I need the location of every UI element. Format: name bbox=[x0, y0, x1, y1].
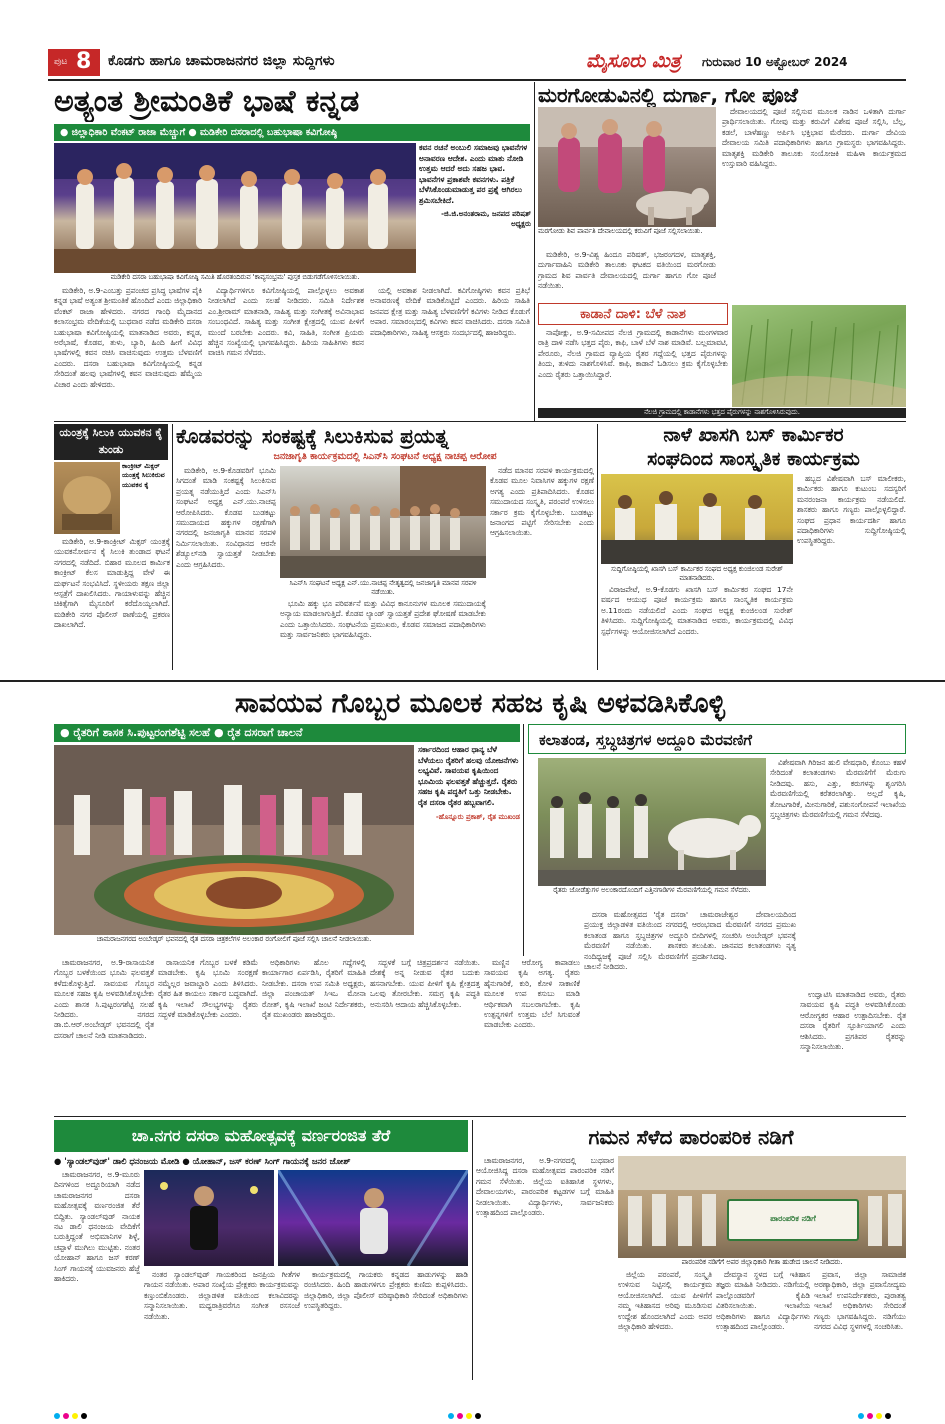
story10-headline: ಗಮನ ಸೆಳೆದ ಪಾರಂಪರಿಕ ನಡಿಗೆ bbox=[588, 1125, 794, 1149]
story6-col1-text: ವಿರಾಜಪೇಟೆ, ಅ.9-ಕೊಡಗು ಖಾಸಗಿ ಬಸ್ ಕಾರ್ಮಿಕರ ಸಂಘದ 17ನೇ ವರ್ಷದ ಆಯುಧ ಪೂಜೆ ಕಾರ್ಯಕ್ರಮ ಹಾಗೂ ಸಾಂಸ್ಕೃತಿಕ ಕಾರ್ಯಕ್ರಮ ಅ.11ರಂದು ನಡೆಯಲಿದೆ ಎಂದು ಸಂಘದ ಅಧ್ಯಕ್ಷ ಕುಂಜಿಲಂಡ ಸುರೇಶ್ ತಿಳಿಸಿದರು. ಸುದ್ದಿಗೋಷ್ಠಿಯಲ್ಲಿ ಮಾತನಾಡಿದ ಅವರು, ಕಾರ್ಯಕ್ರಮದಲ್ಲಿ ವಿವಿಧ ಸ್ಪರ್ಧೆಗಳನ್ನು ಆಯೋಜಿಸಲಾಗಿದೆ ಎಂದರು. bbox=[601, 585, 793, 636]
divider-h-3 bbox=[54, 1116, 906, 1117]
mixer-machine-illustration bbox=[54, 462, 120, 534]
divider-v-top bbox=[534, 82, 535, 422]
story1-caption: ಮಡಿಕೇರಿ ದಸರಾ ಬಹುಭಾಷಾ ಕವಿಗೋಷ್ಠಿ ಸಮಿತಿ ಹೊರತಂದಿರುವ 'ಕಾವ್ಯಸಂಭ್ರಮ' ಪುಸ್ತಕ ಬಿಡುಗಡೆಗೊಳಿಸಲಾಯಿತು. bbox=[54, 273, 416, 283]
story10-caption: ಪಾರಂಪರಿಕ ನಡಿಗೆಗೆ ಅಪರ ಜಿಲ್ಲಾಧಿಕಾರಿ ಗೀತಾ ಹುಡೇದ ಚಾಲನೆ ನೀಡಿದರು. bbox=[618, 1258, 906, 1268]
story7-col4 bbox=[370, 958, 480, 1110]
story5-caption: ಸಿಎನ್‌ಸಿ ಸಂಘಟನೆ ಅಧ್ಯಕ್ಷ ಎನ್.ಯು.ನಾಚಪ್ಪ ನೇತೃತ್ವದಲ್ಲಿ ಜನಜಾಗೃತಿ ಮಾನವ ಸರಪಳಿ ನಡೆಯಿತು. bbox=[280, 579, 486, 597]
story10-col1 bbox=[476, 1156, 614, 1380]
story8-col1 bbox=[584, 910, 688, 1110]
story7-col5-text: ಮಣ್ಣಿನ ಆರೋಗ್ಯ ಕಾಪಾಡಲು ಸಾವಯವ ಕೃಷಿ ಅಗತ್ಯ. ರೈತರು ಹೈನುಗಾರಿಕೆ, ಕುರಿ, ಕೋಳಿ ಸಾಕಾಣಿಕೆ ಮೂಲಕ ಉಪ ಕಸುಬು ಮಾಡಿ ಆರ್ಥಿಕವಾಗಿ ಸಬಲರಾಗಬೇಕು. ಕೃಷಿ ಉತ್ಪನ್ನಗಳಿಗೆ ಉತ್ತಮ ಬೆಲೆ ಸಿಗುವಂತೆ ಮಾಡಬೇಕು ಎಂದರು. bbox=[484, 958, 580, 1030]
story1-quote-by: -ಜಿ.ಜಿ.ಅನಂತರಾಮ, ಜನಪದ ಪರಿಷತ್ ಅಧ್ಯಕ್ಷರು bbox=[441, 209, 531, 229]
story9-col1-text: ಚಾಮರಾಜನಗರ, ಅ.9-ಮೂರು ದಿನಗಳಿಂದ ಅದ್ದೂರಿಯಾಗಿ ನಡೆದ ಚಾಮರಾಜನಗರ ದಸರಾ ಮಹೋತ್ಸವಕ್ಕೆ ವರ್ಣರಂಜಿತ ತೆರೆ ಬಿದ್ದಿತು. ಸ್ಯಾಂಡಲ್‌ವುಡ್ ನಾಯಕ ನಟ ಡಾಲಿ ಧನಂಜಯ ವೇದಿಕೆಗೆ ಬರುತ್ತಿದ್ದಂತೆ ಅಭಿಮಾನಿಗಳ ಶಿಳ್ಳೆ, ಚಪ್ಪಾಳೆ ಮುಗಿಲು ಮುಟ್ಟಿತು. ನಂತರ ಯೋಹಾನ್ ಹಾಗೂ ಜಸ್ ಕರಣ್ ಸಿಂಗ್ ಗಾಯನಕ್ಕೆ ಯುವಜನರು ಹೆಜ್ಜೆ ಹಾಕಿದರು. bbox=[54, 1170, 140, 1284]
story2-col-left-text: ಮಡಿಕೇರಿ, ಅ.9-ವಿಶ್ವ ಹಿಂದೂ ಪರಿಷತ್, ಭಜರಂಗದಳ, ಮಾತೃಶಕ್ತಿ, ದುರ್ಗಾವಾಹಿನಿ ಮಡಿಕೇರಿ ತಾಲೂಕು ಘಟಕದ ವತಿಯಿಂದ ಮರಗೋಡು ಗ್ರಾಮದ ಶಿವ ಪಾರ್ವತಿ ದೇವಾಲಯದಲ್ಲಿ ದುರ್ಗಾ ಹಾಗೂ ಗೋ ಪೂಜೆ ನಡೆಯಿತು. bbox=[538, 250, 716, 291]
story10-photo bbox=[618, 1156, 906, 1258]
actor-stage-illustration bbox=[144, 1170, 274, 1266]
story10-col2-text: ಜಿಲ್ಲೆಯ ಪರಂಪರೆ, ಸಂಸ್ಕೃತಿ ಉಳಿಸುವ ನಿಟ್ಟಿನಲ್ಲಿ ಕಾರ್ಯಕ್ರಮ ಆಯೋಜಿಸಲಾಗಿದೆ. ಯುವ ಪೀಳಿಗೆಗೆ ನಮ್ಮ ಇತಿಹಾಸದ ಅರಿವು ಮೂಡಿಸುವ ಉದ್ದೇಶ ಹೊಂದಲಾಗಿದೆ ಎಂದು ಅಪರ ಜಿಲ್ಲಾಧಿಕಾರಿ ಹೇಳಿದರು. bbox=[618, 1270, 712, 1332]
divider-v-bottom bbox=[472, 1120, 473, 1380]
stage-scene-illustration bbox=[54, 143, 416, 273]
story8-headline: ಕಲಾತಂಡ, ಸ್ತಬ್ಧಚಿತ್ರಗಳ ಅದ್ದೂರಿ ಮೆರವಣಿಗೆ bbox=[528, 724, 906, 754]
story1-photo bbox=[54, 143, 416, 273]
story3-headline: ಕಾಡಾನೆ ದಾಳಿ: ಬೆಳೆ ನಾಶ bbox=[538, 303, 728, 325]
story3-caption: ನೆಲಜಿ ಗ್ರಾಮದಲ್ಲಿ ಕಾಡಾನೆಗಳು ಭತ್ತದ ಪೈರುಗಳನ್ನು ನಾಶಗೊಳಿಸಿರುವುದು. bbox=[538, 408, 906, 418]
print-registration-dots-right bbox=[858, 1404, 894, 1423]
story8-col-right bbox=[770, 758, 906, 908]
section-title: ಕೊಡಗು ಹಾಗೂ ಚಾಮರಾಜನಗರ ಜಿಲ್ಲಾ ಸುದ್ದಿಗಳು bbox=[108, 53, 335, 69]
story4-body-text: ಮಡಿಕೇರಿ, ಅ.9-ಕಾಂಕ್ರೀಟ್ ಮಿಕ್ಸರ್ ಯಂತ್ರಕ್ಕೆ ಯುವಕನೋರ್ವನ ಕೈ ಸಿಲುಕಿ ತುಂಡಾದ ಘಟನೆ ನಗರದಲ್ಲಿ ನಡೆದಿದೆ. ಬಿಹಾರ ಮೂಲದ ಕಾರ್ಮಿಕ ಕಾಂಕ್ರೀಟ್ ಕೆಲಸ ಮಾಡುತ್ತಿದ್ದ ವೇಳೆ ಈ ದುರ್ಘಟನೆ ಸಂಭವಿಸಿದೆ. ಸ್ಥಳೀಯರು ತಕ್ಷಣ ಜಿಲ್ಲಾ ಆಸ್ಪತ್ರೆಗೆ ದಾಖಲಿಸಿದರು. ಗಾಯಾಳುವನ್ನು ಹೆಚ್ಚಿನ ಚಿಕಿತ್ಸೆಗಾಗಿ ಮೈಸೂರಿಗೆ ಕರೆದೊಯ್ಯಲಾಗಿದೆ. ಮಡಿಕೇರಿ ನಗರ ಪೊಲೀಸ್ ಠಾಣೆಯಲ್ಲಿ ಪ್ರಕರಣ ದಾಖಲಾಗಿದೆ. bbox=[54, 537, 170, 630]
story8-col2 bbox=[692, 910, 796, 1110]
story7-col3-text: ಅಧಿಕಾರಿಗಳು ಹೊಲ ಗದ್ದೆಗಳಲ್ಲಿ ಕಾರ್ಯಾಗಾರ ಏರ್ಪಡಿಸಿ, ರೈತರಿಗೆ ಮಾಹಿತಿ ನೀಡಬೇಕು. ದಸರಾ ಉಪ ಸಮಿತಿ ಅಧ್ಯಕ್ಷರು, ಜಿಲ್ಲಾ ಪಂಚಾಯತ್ ಸಿಇಒ ಮೋನಾ ರೋತ್, ಕೃಷಿ ಇಲಾಖೆ ಜಂಟಿ ನಿರ್ದೇಶಕರು, ರೈತ ಮುಖಂಡರು ಹಾಜರಿದ್ದರು. bbox=[262, 958, 366, 1020]
heritage-banner-text: ಪಾರಂಪರಿಕ ನಡಿಗೆ bbox=[770, 1214, 816, 1223]
story5-col1-text: ಮಡಿಕೇರಿ, ಅ.9-ಕೊಡವರಿಗೆ ಭೂಮಿ ಸಿಗದಂತೆ ಮಾಡಿ ಸಂಕಷ್ಟಕ್ಕೆ ಸಿಲುಕಿಸುವ ಪ್ರಯತ್ನ ನಡೆಯುತ್ತಿದೆ ಎಂದು ಸಿಎನ್‌ಸಿ ಸಂಘಟನೆ ಅಧ್ಯಕ್ಷ ಎನ್.ಯು.ನಾಚಪ್ಪ ಆರೋಪಿಸಿದರು. ಕೊಡವ ಬುಡಕಟ್ಟು ಸಮುದಾಯದ ಹಕ್ಕುಗಳ ರಕ್ಷಣೆಗಾಗಿ ನಗರದಲ್ಲಿ ಜನಜಾಗೃತಿ ಮಾನವ ಸರಪಳಿ ನಿರ್ಮಿಸಲಾಯಿತು. ಸಂವಿಧಾನದ ಆರನೇ ಶೆಡ್ಯೂಲ್‌ನಡಿ ಸ್ವಾಯತ್ತತೆ ನೀಡಬೇಕು ಎಂದು ಆಗ್ರಹಿಸಿದರು. bbox=[176, 466, 276, 569]
story5-headline: ಕೊಡವರನ್ನು ಸಂಕಷ್ಟಕ್ಕೆ ಸಿಲುಕಿಸುವ ಪ್ರಯತ್ನ bbox=[176, 424, 449, 448]
singer-stage-illustration bbox=[278, 1170, 468, 1266]
story5-photo bbox=[280, 466, 486, 578]
story9-photo-b bbox=[278, 1170, 468, 1266]
bull-procession-illustration bbox=[538, 758, 766, 886]
masthead-rule bbox=[48, 79, 906, 81]
press-meet-illustration bbox=[601, 474, 793, 564]
story7-col3 bbox=[262, 958, 366, 1110]
story6-col1 bbox=[601, 585, 793, 670]
date-line: ಗುರುವಾರ 10 ಅಕ್ಟೋಬರ್ 2024 bbox=[702, 55, 848, 69]
divider-h-2 bbox=[0, 680, 945, 682]
story2-headline: ಮರಗೋಡುವಿನಲ್ಲಿ ದುರ್ಗಾ, ಗೋ ಪೂಜೆ bbox=[538, 83, 798, 107]
story5-col3 bbox=[490, 466, 594, 670]
paddy-field-illustration bbox=[732, 305, 906, 407]
story1-col1-text: ಮಡಿಕೇರಿ, ಅ.9-ಎಂಬತ್ತು ಪ್ರಪಂಚದ ಪ್ರಸಿದ್ಧ ಭಾಷೆಗಳ ಪೈಕಿ ಕನ್ನಡ ಭಾಷೆ ಅತ್ಯಂತ ಶ್ರೀಮಂತಿಕೆ ಹೊಂದಿದೆ ಎಂದು ಜಿಲ್ಲಾಧಿಕಾರಿ ವೆಂಕಟ್ ರಾಜಾ ಹೇಳಿದರು. ನಗರದ ಗಾಂಧಿ ಮೈದಾನದ ಕಲಾಸಂಭ್ರಮ ವೇದಿಕೆಯಲ್ಲಿ ಬುಧವಾರ ನಡೆದ ಮಡಿಕೇರಿ ದಸರಾ ಬಹುಭಾಷಾ ಕವಿಗೋಷ್ಠಿಯಲ್ಲಿ ಮಾತನಾಡಿದ ಅವರು, ಕನ್ನಡ, ಅರೆಭಾಷೆ, ಕೊಡವ, ತುಳು, ಬ್ಯಾರಿ, ಹಿಂದಿ ಹೀಗೆ ವಿವಿಧ ಭಾಷೆಗಳಲ್ಲಿ ಕವನ ರಚಿಸಿ ವಾಚಿಸುವುದು ಉತ್ತಮ ಬೆಳವಣಿಗೆ ಎಂದರು. ದಸರಾ ಬಹುಭಾಷಾ ಕವಿಗೋಷ್ಠಿಯಲ್ಲಿ ಕನ್ನಡ ಸೇರಿದಂತೆ ಹಲವು ಭಾಷೆಗಳಲ್ಲಿ ಕವನ ವಾಚಿಸುವುದು ಹೆಮ್ಮೆಯ ವಿಚಾರ ಎಂದು ಹೇಳಿದರು. bbox=[54, 286, 202, 389]
story9-col3-text: ಕಾರ್ಯಕ್ರಮದಲ್ಲಿ ಗಾಯಕರು ಕನ್ನಡದ ಹಾಡುಗಳನ್ನು ಹಾಡಿ ರಂಜಿಸಿದರು. ಹಿಂದಿ ಹಾಡುಗಳಿಗೂ ಪ್ರೇಕ್ಷಕರು ಕುಣಿದು ಕುಪ್ಪಳಿಸಿದರು. ಜಿಲ್ಲಾಧಿಕಾರಿ, ಜಿಲ್ಲಾ ಪೊಲೀಸ್ ವರಿಷ್ಠಾಧಿಕಾರಿ ಸೇರಿದಂತೆ ಅಧಿಕಾರಿಗಳು ಉಪಸ್ಥಿತರಿದ್ದರು. bbox=[304, 1270, 468, 1311]
page-number-box bbox=[48, 49, 100, 76]
story7-headline: ಸಾವಯವ ಗೊಬ್ಬರ ಮೂಲಕ ಸಹಜ ಕೃಷಿ ಅಳವಡಿಸಿಕೊಳ್ಳಿ bbox=[234, 688, 726, 719]
story5-col2-text: ಭೂಮಿ ಹಕ್ಕು ಭೂ ಪರಿವರ್ತನೆ ಮತ್ತು ವಿವಿಧ ಕಾನೂನುಗಳ ಮೂಲಕ ಸಮುದಾಯಕ್ಕೆ ಅನ್ಯಾಯ ಮಾಡಲಾಗುತ್ತಿದೆ. ಕೊಡವ ಲ್ಯಾಂಡ್ ಸ್ವಾಯತ್ತತೆ ಪ್ರದೇಶ ಘೋಷಣೆ ಮಾಡಬೇಕು ಎಂದು ಒತ್ತಾಯಿಸಿದರು. ಸಂಘಟನೆಯ ಪ್ರಮುಖರು, ಕೊಡವ ಸಮಾಜದ ಪದಾಧಿಕಾರಿಗಳು ಮತ್ತು ಸಾರ್ವಜನಿಕರು ಭಾಗವಹಿಸಿದ್ದರು. bbox=[280, 599, 486, 640]
story10-col3-text: ದೇವಸ್ಥಾನ ಸ್ಥಳದ ಬಗ್ಗೆ ಇತಿಹಾಸ ತಜ್ಞರು ಮಾಹಿತಿ ನೀಡಿದರು. ನಡಿಗೆಯಲ್ಲಿ ಪಾಲ್ಗೊಂಡವರಿಗೆ ಕೈಪಿಡಿ ವಿತರಿಸಲಾಯಿತು. ಇಲಾಖೆಯ ಅಧಿಕಾರಿಗಳು ಹಾಗೂ ವಿದ್ಯಾರ್ಥಿಗಳು ಉತ್ಸಾಹದಿಂದ ಪಾಲ್ಗೊಂಡರು. bbox=[716, 1270, 810, 1332]
story6-col2-text: ಹಬ್ಬದ ವಿಶೇಷವಾಗಿ ಬಸ್ ಮಾಲೀಕರು, ಕಾರ್ಮಿಕರು ಹಾಗೂ ಕುಟುಂಬ ಸದಸ್ಯರಿಗೆ ಮನರಂಜನಾ ಕಾರ್ಯಕ್ರಮ ನಡೆಯಲಿದೆ. ಶಾಸಕರು ಹಾಗೂ ಗಣ್ಯರು ಪಾಲ್ಗೊಳ್ಳಲಿದ್ದಾರೆ. ಸಂಘದ ಪ್ರಧಾನ ಕಾರ್ಯದರ್ಶಿ ಹಾಗೂ ಪದಾಧಿಕಾರಿಗಳು ಸುದ್ದಿಗೋಷ್ಠಿಯಲ್ಲಿ ಉಪಸ್ಥಿತರಿದ್ದರು. bbox=[797, 474, 906, 546]
story1-quote bbox=[419, 143, 531, 283]
story1-col1 bbox=[54, 286, 202, 418]
story6-headline-l2: ಸಂಘದಿಂದ ಸಾಂಸ್ಕೃತಿಕ ಕಾರ್ಯಕ್ರಮ bbox=[647, 448, 860, 470]
story7-photo bbox=[54, 745, 414, 935]
story8-col3 bbox=[800, 990, 906, 1110]
story5-col3-text: ನಡೆದ ಮಾನವ ಸರಪಳಿ ಕಾರ್ಯಕ್ರಮದಲ್ಲಿ ಕೊಡವ ಮೂಲ ನಿವಾಸಿಗಳ ಹಕ್ಕುಗಳ ರಕ್ಷಣೆ ಅಗತ್ಯ ಎಂದು ಪ್ರತಿಪಾದಿಸಿದರು. ಕೊಡವ ಸಮುದಾಯದ ಸಂಸ್ಕೃತಿ, ಪರಂಪರೆ ಉಳಿಸಲು ಸರ್ಕಾರ ಕ್ರಮ ಕೈಗೊಳ್ಳಬೇಕು. ಬುಡಕಟ್ಟು ಜನಾಂಗದ ಪಟ್ಟಿಗೆ ಸೇರಿಸಬೇಕು ಎಂದು ಆಗ್ರಹಿಸಲಾಯಿತು. bbox=[490, 466, 594, 538]
story8-caption: ರೈತರು ಜೋಡೆತ್ತುಗಳ ಅಲಂಕಾರದೊಂದಿಗೆ ಎತ್ತಿನಗಾಡಿಗಳ ಮೆರವಣಿಗೆಯಲ್ಲಿ ಗಮನ ಸೆಳೆದರು. bbox=[538, 886, 766, 906]
cow-puja-illustration bbox=[538, 107, 716, 227]
print-registration-dots-center bbox=[448, 1404, 484, 1423]
story8-photo bbox=[538, 758, 766, 886]
story1-col2 bbox=[208, 286, 364, 418]
story7-quote-by: -ಹೊನ್ನೂರು ಪ್ರಕಾಶ್, ರೈತ ಮುಖಂಡ bbox=[435, 812, 520, 821]
story8-col-right-text: ವಿಶೇಷವಾಗಿ ಗಿರಿಜನ ಹುಲಿ ವೇಷಧಾರಿ, ಕೊಂಬು ಕಹಳೆ ಸೇರಿದಂತೆ ಕಲಾತಂಡಗಳು ಮೆರವಣಿಗೆಗೆ ಮೆರುಗು ನೀಡಿದವು. ಹಸು, ಎತ್ತು, ಕರುಗಳನ್ನು ಶೃಂಗರಿಸಿ ಮೆರವಣಿಗೆಯಲ್ಲಿ ಕರೆತರಲಾಗಿತ್ತು. ಅಲ್ಲದೆ ಕೃಷಿ, ತೋಟಗಾರಿಕೆ, ಮೀನುಗಾರಿಕೆ, ಪಶುಸಂಗೋಪನೆ ಇಲಾಖೆಯ ಸ್ತಬ್ಧಚಿತ್ರಗಳು ಮೆರವಣಿಗೆಯಲ್ಲಿ ಗಮನ ಸೆಳೆದವು. bbox=[770, 758, 906, 820]
human-chain-illustration bbox=[280, 466, 486, 578]
story10-col1-text: ಚಾಮರಾಜನಗರ, ಅ.9-ನಗರದಲ್ಲಿ ಬುಧವಾರ ಆಯೋಜಿಸಿದ್ದ ದಸರಾ ಮಹೋತ್ಸವದ ಪಾರಂಪರಿಕ ನಡಿಗೆ ಗಮನ ಸೆಳೆಯಿತು. ಜಿಲ್ಲೆಯ ಐತಿಹಾಸಿಕ ಸ್ಥಳಗಳು, ದೇವಾಲಯಗಳು, ಪಾರಂಪರಿಕ ಕಟ್ಟಡಗಳ ಬಗ್ಗೆ ಮಾಹಿತಿ ನೀಡಲಾಯಿತು. ವಿದ್ಯಾರ್ಥಿಗಳು, ಸಾರ್ವಜನಿಕರು ಉತ್ಸಾಹದಿಂದ ಪಾಲ್ಗೊಂಡರು. bbox=[476, 1156, 614, 1218]
story7-col2 bbox=[158, 958, 258, 1110]
story7-col2-text: ರಾಸಾಯನಿಕ ಗೊಬ್ಬರ ಬಳಕೆ ಕಡಿಮೆ ಮಾಡಬೇಕು. ಕೃಷಿ ಭೂಮಿ ಸಂರಕ್ಷಣೆ ನಮ್ಮೆಲ್ಲರ ಜವಾಬ್ದಾರಿ ಎಂದು ತಿಳಿಸಿದರು. ರೈತರ ಹಿತ ಕಾಯಲು ಸರ್ಕಾರ ಬದ್ಧವಾಗಿದೆ. ಕೃಷಿ ಇಲಾಖೆ ಸೌಲಭ್ಯಗಳನ್ನು ರೈತರು ಸದ್ಬಳಕೆ ಮಾಡಿಕೊಳ್ಳಬೇಕು ಎಂದರು. bbox=[158, 958, 258, 1020]
story9-col1 bbox=[54, 1170, 140, 1380]
story4-body bbox=[54, 537, 170, 669]
story7-col1 bbox=[54, 958, 154, 1110]
rangoli-event-illustration bbox=[54, 745, 414, 935]
story9-col3 bbox=[304, 1270, 468, 1380]
masthead bbox=[48, 48, 906, 78]
story10-col2 bbox=[618, 1270, 712, 1380]
story1-col3 bbox=[370, 286, 530, 418]
story7-col1-text: ಚಾಮರಾಜನಗರ, ಅ.9-ರಾಸಾಯನಿಕ ಗೊಬ್ಬರ ಬಳಕೆಯಿಂದ ಭೂಮಿ ಫಲವತ್ತತೆ ಕಳೆದುಕೊಳ್ಳುತ್ತಿದೆ. ಸಾವಯವ ಗೊಬ್ಬರ ಮೂಲಕ ಸಹಜ ಕೃಷಿ ಅಳವಡಿಸಿಕೊಳ್ಳಬೇಕು ಎಂದು ಶಾಸಕ ಸಿ.ಪುಟ್ಟರಂಗಶೆಟ್ಟಿ ಸಲಹೆ ನೀಡಿದರು. ನಗರದ ಡಾ.ಬಿ.ಆರ್.ಅಂಬೇಡ್ಕರ್ ಭವನದಲ್ಲಿ ರೈತ ದಸರಾಗೆ ಚಾಲನೆ ನೀಡಿ ಮಾತನಾಡಿದರು. bbox=[54, 958, 154, 1040]
story9-col2 bbox=[144, 1270, 300, 1380]
story9-col2-text: ನಂತರ ಸ್ಯಾಂಡಲ್‌ವುಡ್ ಗಾಯಕರಿಂದ ಜನಪ್ರಿಯ ಗೀತೆಗಳ ಗಾಯನ ನಡೆಯಿತು. ಅಪಾರ ಸಂಖ್ಯೆಯ ಪ್ರೇಕ್ಷಕರು ಕಾರ್ಯಕ್ರಮವನ್ನು ಕಣ್ತುಂಬಿಕೊಂಡರು. ಜಿಲ್ಲಾಡಳಿತ ವತಿಯಿಂದ ಕಲಾವಿದರನ್ನು ಸನ್ಮಾನಿಸಲಾಯಿತು. ಮಧ್ಯರಾತ್ರಿವರೆಗೂ ಸಂಗೀತ ರಸಸಂಜೆ ನಡೆಯಿತು. bbox=[144, 1270, 300, 1321]
story9-subhead: ● 'ಸ್ಯಾಂಡಲ್‌ವುಡ್' ಡಾಲಿ ಧನಂಜಯ ಮೋಡಿ ● ಯೋಹಾನ್, ಜಸ್ ಕರಣ್ ಸಿಂಗ್ ಗಾಯನಕ್ಕೆ ಜನರ ಜೋಶ್ bbox=[54, 1156, 351, 1166]
story3-photo bbox=[732, 305, 906, 407]
story1-subhead: ● ಜಿಲ್ಲಾಧಿಕಾರಿ ವೆಂಕಟ್ ರಾಜಾ ಮೆಚ್ಚುಗೆ ● ಮಡಿಕೇರಿ ದಸರಾದಲ್ಲಿ ಬಹುಭಾಷಾ ಕವಿಗೋಷ್ಠಿ bbox=[54, 124, 530, 141]
story8-col3-text: ಉದ್ಘಾಟಿಸಿ ಮಾತನಾಡಿದ ಅವರು, ರೈತರು ಸಾವಯವ ಕೃಷಿ ಪದ್ಧತಿ ಅಳವಡಿಸಿಕೊಂಡು ಆರೋಗ್ಯಕರ ಆಹಾರ ಉತ್ಪಾದಿಸಬೇಕು. ರೈತ ದಸರಾ ರೈತರಿಗೆ ಸ್ಫೂರ್ತಿಯಾಗಲಿ ಎಂದು ಆಶಿಸಿದರು. ಪ್ರಗತಿಪರ ರೈತರನ್ನು ಸನ್ಮಾನಿಸಲಾಯಿತು. bbox=[800, 990, 906, 1052]
print-registration-dots-left bbox=[54, 1404, 90, 1423]
story7-quote-text: ಸರ್ಕಾರದಿಂದ ಆಹಾರ ಧಾನ್ಯ ಬೆಳೆ ಬೆಳೆಯಲು ರೈತರಿಗೆ ಹಲವು ಯೋಜನೆಗಳು ಲಭ್ಯವಿವೆ. ಸಾವಯವ ಕೃಷಿಯಿಂದ ಭೂಮಿಯ ಫಲವತ್ತತೆ ಹೆಚ್ಚುತ್ತದೆ. ರೈತರು ಸಹಜ ಕೃಷಿ ಪದ್ಧತಿಗೆ ಒತ್ತು ನೀಡಬೇಕು. ರೈತ ದಸರಾ ರೈತರ ಹಬ್ಬವಾಗಲಿ. bbox=[418, 745, 519, 807]
story4-photo-label: ಕಾಂಕ್ರೀಟ್ ಮಿಕ್ಸರ್ ಯಂತ್ರಕ್ಕೆ ಸಿಲುಕಿರುವ ಯುವಕನ ಕೈ bbox=[122, 462, 165, 489]
story2-col-right bbox=[722, 107, 906, 303]
story10-col4-text: ಪ್ರವಾಸ, ಜಿಲ್ಲಾ ಸಾಮಾಜಿಕ ಅರಣ್ಯಾಧಿಕಾರಿ, ಜಿಲ್ಲಾ ಪ್ರವಾಸೋದ್ಯಮ ಇಲಾಖೆ ಉಪನಿರ್ದೇಶಕರು, ಪುರಾತತ್ವ ಇಲಾಖೆ ಅಧಿಕಾರಿಗಳು ಸೇರಿದಂತೆ ಗಣ್ಯರು ಭಾಗವಹಿಸಿದ್ದರು. ನಡಿಗೆಯು ನಗರದ ವಿವಿಧ ಸ್ಥಳಗಳಲ್ಲಿ ಸಂಚರಿಸಿತು. bbox=[814, 1270, 906, 1332]
story8-col1-text: ದಸರಾ ಮಹೋತ್ಸವದ 'ರೈತ ದಸರಾ' ಪ್ರಯುಕ್ತ ಜಿಲ್ಲಾಡಳಿತ ವತಿಯಿಂದ ನಗರದಲ್ಲಿ ಕಲಾತಂಡ ಹಾಗೂ ಸ್ತಬ್ಧಚಿತ್ರಗಳ ಅದ್ದೂರಿ ಮೆರವಣಿಗೆ ನಡೆಯಿತು. ಶಾಸಕರು ನಂದಿಧ್ವಜಕ್ಕೆ ಪೂಜೆ ಸಲ್ಲಿಸಿ ಮೆರವಣಿಗೆಗೆ ಚಾಲನೆ ನೀಡಿದರು. bbox=[584, 910, 688, 972]
story10-col3 bbox=[716, 1270, 810, 1380]
story6-caption: ಸುದ್ದಿಗೋಷ್ಠಿಯಲ್ಲಿ ಖಾಸಗಿ ಬಸ್ ಕಾರ್ಮಿಕರ ಸಂಘದ ಅಧ್ಯಕ್ಷ ಕುಂಜಿಲಂಡ ಸುರೇಶ್ ಮಾತನಾಡಿದರು. bbox=[601, 565, 793, 583]
story7-quote bbox=[418, 745, 520, 955]
story8-col2-text: ಚಾಮರಾಜೇಶ್ವರ ದೇವಾಲಯದಿಂದ ಆರಂಭವಾದ ಮೆರವಣಿಗೆ ನಗರದ ಪ್ರಮುಖ ಬೀದಿಗಳಲ್ಲಿ ಸಂಚರಿಸಿ ಅಂಬೇಡ್ಕರ್ ಭವನಕ್ಕೆ ತಲುಪಿತು. ಜಾನಪದ ಕಲಾತಂಡಗಳು ನೃತ್ಯ ಪ್ರದರ್ಶಿಸಿದವು. bbox=[692, 910, 796, 961]
story2-caption: ಮರಗೋಡು ಶಿವ ಪಾರ್ವತಿ ದೇವಾಲಯದಲ್ಲಿ ಕರುವಿಗೆ ಪೂಜೆ ಸಲ್ಲಿಸಲಾಯಿತು. bbox=[538, 227, 716, 247]
story7-col4-text: ಸದ್ಬಳಕೆ ಬಗ್ಗೆ ಚಿತ್ರಪ್ರದರ್ಶನ ನಡೆಯಿತು. ದೇಶಕ್ಕೆ ಅನ್ನ ನೀಡುವ ರೈತರ ಬದುಕು ಹಸನಾಗಬೇಕು. ಯುವ ಪೀಳಿಗೆ ಕೃಷಿ ಕ್ಷೇತ್ರದತ್ತ ಒಲವು ತೋರಬೇಕು. ಸಮಗ್ರ ಕೃಷಿ ಪದ್ಧತಿ ಅನುಸರಿಸಿ ಆದಾಯ ಹೆಚ್ಚಿಸಿಕೊಳ್ಳಬೇಕು. bbox=[370, 958, 480, 1009]
story1-quote-text: ಕವನ ರಚನೆ ಅಂಬುಲಿ ಸಮಾಜವು ಭಾವನೆಗಳ ಅನಾವರಣ ಆದೇಶ. ಎಂದು ಮಾತು ನೋಡಿ ಉತ್ತಮ ಆದರೆ ಅದು ಸಹಜ ಭಾವ. ಭಾವನೆಗಳ ಪ್ರಕಾಶವೇ ಕವನಗಳು. ಪತ್ರಿಕೆ ಬೆಳೆಸಿಕೊಂಡುಮಾಡುತ್ತ ಪರ ಪ್ರಶ್ನೆ ಆಗಿರಲು ಶ್ರಮಿಸಬೇಕಿದೆ. bbox=[419, 143, 528, 205]
story4-photo bbox=[54, 462, 120, 534]
paper-name: ಮೈಸೂರು ಮಿತ್ರ bbox=[586, 50, 681, 72]
story1-headline: ಅತ್ಯಂತ ಶ್ರೀಮಂತಿಕೆ ಭಾಷೆ ಕನ್ನಡ bbox=[54, 84, 360, 119]
story9-photo-a bbox=[144, 1170, 274, 1266]
story4-headline: ಯಂತ್ರಕ್ಕೆ ಸಿಲುಕಿ ಯುವಕನ ಕೈ ತುಂಡು bbox=[54, 424, 168, 460]
story6-photo bbox=[601, 474, 793, 564]
page-number: 8 bbox=[76, 49, 92, 74]
story5-col1 bbox=[176, 466, 276, 670]
story6-col2 bbox=[797, 474, 906, 670]
story7-caption: ಚಾಮರಾಜನಗರದ ಅಂಬೇಡ್ಕರ್ ಭವನದಲ್ಲಿ ರೈತ ದಸರಾ ಚಿತ್ರಕಲೆಗಳ ಅಲಂಕಾರ ರಂಗೋಲಿಗೆ ಪೂಜೆ ಸಲ್ಲಿಸಿ ಚಾಲನೆ ನೀಡಲಾಯಿತು. bbox=[54, 935, 414, 955]
story9-headline: ಚಾ.ನಗರ ದಸರಾ ಮಹೋತ್ಸವಕ್ಕೆ ವರ್ಣರಂಜಿತ ತೆರೆ bbox=[54, 1120, 468, 1152]
divider-v-lower bbox=[523, 724, 524, 956]
story7-subhead: ● ರೈತರಿಗೆ ಶಾಸಕ ಸಿ.ಪುಟ್ಟರಂಗಶೆಟ್ಟಿ ಸಲಹೆ ● ರೈತ ದಸರಾಗೆ ಚಾಲನೆ bbox=[54, 724, 520, 742]
story7-col5 bbox=[484, 958, 580, 1110]
page-label: ಪುಟ bbox=[54, 57, 68, 67]
divider-v-mid2 bbox=[597, 424, 598, 670]
story2-col-left bbox=[538, 250, 716, 304]
story2-col-right-text: ದೇವಾಲಯದಲ್ಲಿ ಪೂಜೆ ಸಲ್ಲಿಸುವ ಮೂಲಕ ನಾಡಿನ ಒಳಿತಾಗಿ ದುರ್ಗಾ ಪ್ರಾರ್ಥಿಸಲಾಯಿತು. ಗೋವು ಮತ್ತು ಕರುವಿಗೆ ವಿಶೇಷ ಪೂಜೆ ಸಲ್ಲಿಸಿ, ಬೆಲ್ಲ, ಕಡಲೆ, ಬಾಳೆಹಣ್ಣು ಅರ್ಪಿಸಿ ಭಕ್ತಿಭಾವ ಮೆರೆದರು. ದುರ್ಗಾ ದೇವಿಯ ದೇವಾಲಯ ಸಮಿತಿ ಪದಾಧಿಕಾರಿಗಳು ಹಾಗೂ ಗ್ರಾಮಸ್ಥರು ಭಾಗವಹಿಸಿದ್ದರು. ಮಾತೃಶಕ್ತಿ ಮಡಿಕೇರಿ ತಾಲೂಕು ಸಂಯೋಜಕಿ ಮಹಿಳಾ ಕಾರ್ಯಕ್ರಮದ ಉಸ್ತುವಾರಿ ವಹಿಸಿದ್ದರು. bbox=[722, 107, 906, 169]
story2-photo bbox=[538, 107, 716, 227]
story10-col4 bbox=[814, 1270, 906, 1380]
heritage-walk-illustration bbox=[618, 1156, 906, 1258]
story3-body-text: ನಾಪೋಕ್ಲು, ಅ.9-ಸಮೀಪದ ನೆಲಜಿ ಗ್ರಾಮದಲ್ಲಿ ಕಾಡಾನೆಗಳು ಮಂಗಳವಾರ ರಾತ್ರಿ ದಾಳಿ ನಡೆಸಿ ಭತ್ತದ ಪೈರು, ಕಾಫಿ, ಬಾಳೆ ಬೆಳೆ ನಾಶ ಮಾಡಿವೆ. ಬಲ್ಲಮಾವಟಿ, ಪೇರೂರು, ನೆಲಜಿ ಗ್ರಾಮದ ವ್ಯಾಪ್ತಿಯ ರೈತರ ಗದ್ದೆಯಲ್ಲಿ ಭತ್ತದ ಪೈರುಗಳನ್ನು ತಿಂದು, ತುಳಿದು ನಾಶಗೊಳಿಸಿವೆ. ಕಾಫಿ, ಕಾಡಾನೆ ಓಡಿಸಲು ಕ್ರಮ ಕೈಗೊಳ್ಳಬೇಕು ಎಂದು ರೈತರು ಒತ್ತಾಯಿಸಿದ್ದಾರೆ. bbox=[538, 328, 728, 379]
story1-col3-text: ಯಲ್ಲಿ ಅವಕಾಶ ನೀಡಲಾಗಿದೆ. ಕವಿಗೋಷ್ಠಿಗಳು ಕವನ ಪ್ರತಿಭೆ ಅನಾವರಣಕ್ಕೆ ವೇದಿಕೆ ಮಾಡಿಕೊಟ್ಟಿದೆ ಎಂದರು. ಹಿರಿಯ ಸಾಹಿತಿ ಜನಪದ ಕ್ಷೇತ್ರ ಮತ್ತು ಸಾಹಿತ್ಯ ಬೆಳವಣಿಗೆಗೆ ಕವಿಗಳು ನೀಡಿದ ಕೊಡುಗೆ ಅಪಾರ. ಸಮಾರಂಭದಲ್ಲಿ ಕವಿಗಳು ಕವನ ವಾಚಿಸಿದರು. ದಸರಾ ಸಮಿತಿ ಪದಾಧಿಕಾರಿಗಳು, ಸಾಹಿತ್ಯ ಆಸಕ್ತರು ಸಂದರ್ಭದಲ್ಲಿ ಹಾಜರಿದ್ದರು. bbox=[370, 286, 530, 337]
story3-body bbox=[538, 328, 728, 408]
story5-subhead: ಜನಜಾಗೃತಿ ಕಾರ್ಯಕ್ರಮದಲ್ಲಿ ಸಿಎನ್‌ಸಿ ಸಂಘಟನೆ ಅಧ್ಯಕ್ಷ ನಾಚಪ್ಪ ಆರೋಪ bbox=[273, 451, 497, 462]
story5-col2 bbox=[280, 599, 486, 670]
story1-col2-text: ವಿದ್ಯಾರ್ಥಿಗಳಿಗೂ ಕವಿಗೋಷ್ಠಿಯಲ್ಲಿ ಪಾಲ್ಗೊಳ್ಳಲು ಅವಕಾಶ ನೀಡಲಾಗಿದೆ ಎಂದು ಸಲಹೆ ನೀಡಿದರು. ಸಮಿತಿ ನಿರ್ದೇಶಕ ಎಂ.ಶ್ರೀರಾಮ್ ಮಾತನಾಡಿ, ಸಾಹಿತ್ಯ ಮತ್ತು ಸಂಗೀತಕ್ಕೆ ಅವಿನಾಭಾವ ಸಂಬಂಧವಿದೆ. ಸಾಹಿತ್ಯ ಮತ್ತು ಸಂಗೀತ ಕ್ಷೇತ್ರದಲ್ಲಿ ಯುವ ಪೀಳಿಗೆ ಮುಂದೆ ಬರಬೇಕು ಎಂದರು. ಕವಿ, ಸಾಹಿತಿ, ಸಂಗೀತ ಪ್ರಿಯರು ಹೆಚ್ಚಿನ ಸಂಖ್ಯೆಯಲ್ಲಿ ಭಾಗವಹಿಸಿದ್ದರು. ಹಿರಿಯ ಸಾಹಿತಿಗಳು ಕವನ ವಾಚಿಸಿ ಗಮನ ಸೆಳೆದರು. bbox=[208, 286, 364, 358]
divider-v-mid1 bbox=[172, 424, 173, 670]
story6-headline-l1: ನಾಳೆ ಖಾಸಗಿ ಬಸ್ ಕಾರ್ಮಿಕರ bbox=[663, 424, 844, 446]
